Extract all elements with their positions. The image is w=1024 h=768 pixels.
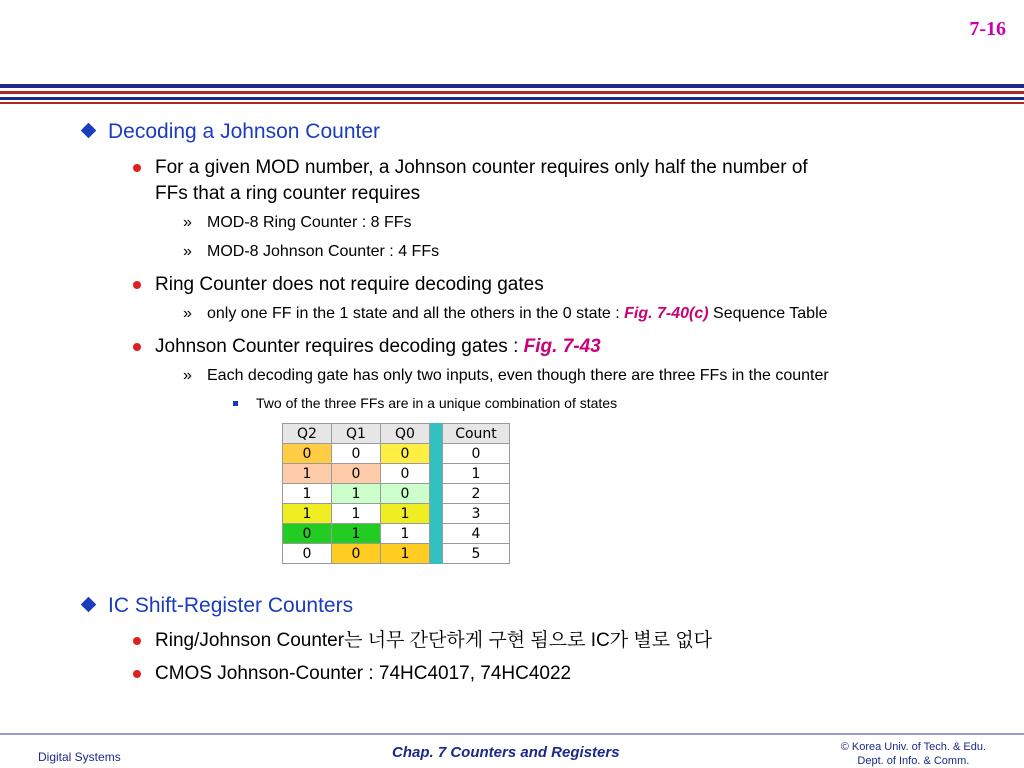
sub-item <box>183 367 829 385</box>
table-row <box>283 484 510 504</box>
state-cell: 0 <box>381 464 430 484</box>
square-bullet-icon <box>233 401 238 406</box>
sub-item-text: Each decoding gate has only two inputs, even though there are three FFs in the counter <box>207 367 829 384</box>
list-item-line <box>155 334 601 360</box>
table-row <box>283 524 510 544</box>
sub-item-text: MOD-8 Ring Counter : 8 FFs <box>207 214 412 231</box>
footer-copyright-line: © Korea Univ. of Tech. & Edu. <box>840 741 986 753</box>
count-cell: 5 <box>443 544 510 564</box>
column-separator <box>430 444 443 464</box>
state-cell: 1 <box>332 504 381 524</box>
state-cell: 1 <box>332 484 381 504</box>
column-separator <box>430 524 443 544</box>
state-cell: 1 <box>283 464 332 484</box>
sub-sub-item <box>233 395 617 411</box>
list-item-text: For a given MOD number, a Johnson counter requires only half the number of <box>155 157 808 178</box>
bullet-dot-icon <box>133 281 141 289</box>
footer-copyright-line: Dept. of Info. & Comm. <box>857 755 970 767</box>
sub-item <box>183 214 412 232</box>
footer-rule <box>0 733 1024 735</box>
count-cell: 3 <box>443 504 510 524</box>
page-number: 7-16 <box>969 18 1006 40</box>
figure-reference: Fig. 7-43 <box>523 336 601 357</box>
sub-item <box>183 243 439 261</box>
list-item-text: CMOS Johnson-Counter : 74HC4017, 74HC4022 <box>155 663 572 684</box>
column-separator <box>430 484 443 504</box>
sub-sub-item-text: Two of the three FFs are in a unique combination of states <box>256 395 618 411</box>
bullet-dot-icon <box>133 670 141 678</box>
footer-copyright <box>841 740 986 768</box>
count-cell: 1 <box>443 464 510 484</box>
list-item-text: FFs that a ring counter requires <box>155 183 421 204</box>
count-cell: 0 <box>443 444 510 464</box>
state-cell: 0 <box>283 444 332 464</box>
section-heading <box>83 120 380 144</box>
state-cell: 0 <box>283 544 332 564</box>
raquo-bullet-icon: » <box>183 367 192 384</box>
state-cell: 0 <box>381 484 430 504</box>
table-header-row <box>283 424 510 444</box>
column-separator <box>430 544 443 564</box>
list-item-text: Ring/Johnson Counter는 너무 간단하게 구현 됨으로 IC가 별로 없다 <box>155 630 713 651</box>
section-heading <box>83 594 353 618</box>
state-cell: 0 <box>332 444 381 464</box>
header-rule <box>0 102 1024 104</box>
state-cell: 0 <box>283 524 332 544</box>
column-separator <box>430 424 443 444</box>
table-row <box>283 504 510 524</box>
column-header: Count <box>443 424 510 444</box>
bullet-dot-icon <box>133 164 141 172</box>
state-cell: 1 <box>381 544 430 564</box>
sub-item-text: Sequence Table <box>708 305 828 322</box>
diamond-bullet-icon <box>81 123 97 139</box>
sequence-table <box>282 423 510 564</box>
column-header: Q0 <box>381 424 430 444</box>
raquo-bullet-icon: » <box>183 214 192 231</box>
footer-chapter: Chap. 7 Counters and Registers <box>392 744 620 761</box>
list-item-text: Ring Counter does not require decoding gates <box>155 274 544 295</box>
state-cell: 0 <box>381 444 430 464</box>
header-rule <box>0 97 1024 100</box>
header-rule <box>0 91 1024 94</box>
state-cell: 1 <box>381 524 430 544</box>
state-cell: 1 <box>283 484 332 504</box>
raquo-bullet-icon: » <box>183 305 192 322</box>
table-row <box>283 464 510 484</box>
table-row <box>283 544 510 564</box>
count-cell: 4 <box>443 524 510 544</box>
state-cell: 1 <box>381 504 430 524</box>
state-cell: 1 <box>283 504 332 524</box>
figure-reference: Fig. 7-40(c) <box>624 305 709 322</box>
column-header: Q2 <box>283 424 332 444</box>
sub-item-text: only one FF in the 1 state and all the others in the 0 state : <box>207 305 625 322</box>
raquo-bullet-icon: » <box>183 243 192 260</box>
diamond-bullet-icon <box>81 597 97 613</box>
column-separator <box>430 464 443 484</box>
list-item-text: Johnson Counter requires decoding gates : <box>155 336 524 357</box>
footer-course: Digital Systems <box>38 750 121 764</box>
count-cell: 2 <box>443 484 510 504</box>
sub-item <box>183 305 828 323</box>
column-separator <box>430 504 443 524</box>
section-heading-text: IC Shift-Register Counters <box>108 594 354 617</box>
header-rule <box>0 84 1024 88</box>
state-cell: 0 <box>332 464 381 484</box>
state-cell: 1 <box>332 524 381 544</box>
table-row <box>283 444 510 464</box>
bullet-dot-icon <box>133 637 141 645</box>
bullet-dot-icon <box>133 343 141 351</box>
state-cell: 0 <box>332 544 381 564</box>
section-heading-text: Decoding a Johnson Counter <box>108 120 381 143</box>
sub-item-text: MOD-8 Johnson Counter : 4 FFs <box>207 243 440 260</box>
column-header: Q1 <box>332 424 381 444</box>
